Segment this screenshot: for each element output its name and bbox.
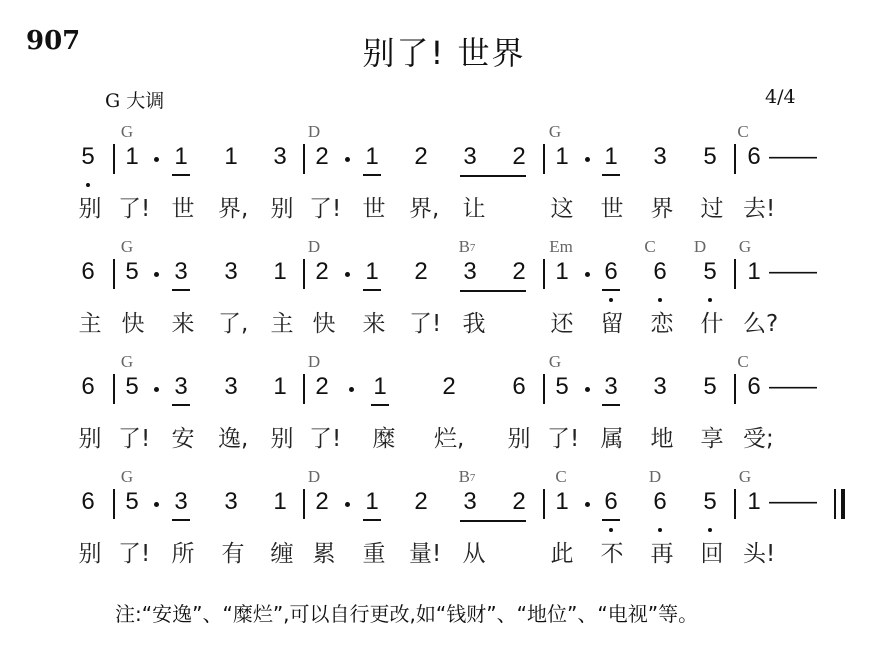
chord-symbol: D <box>648 467 662 486</box>
lyric-syllable: 还 <box>550 311 574 337</box>
note: 5 <box>555 373 569 400</box>
lyric-syllable: 回 <box>700 541 724 567</box>
lyric-syllable: 重 <box>362 541 386 567</box>
chord-symbol: G <box>120 237 134 256</box>
time-signature: 4/4 <box>765 86 796 108</box>
lyric-syllable: 别 <box>78 541 102 567</box>
augmentation-dot <box>585 272 590 277</box>
note: 1 <box>273 258 287 285</box>
barline <box>834 489 836 519</box>
lyric-syllable: 快 <box>312 311 336 337</box>
barline <box>734 144 736 174</box>
note: 2 <box>414 143 428 170</box>
note: 2 <box>315 488 329 515</box>
score-row-2 <box>0 237 888 347</box>
note: 5 <box>703 143 717 170</box>
note: 3 <box>224 488 238 515</box>
chord-symbol: G <box>738 467 752 486</box>
lyric-syllable: 主 <box>270 311 294 337</box>
note: 5 <box>703 373 717 400</box>
lyric-syllable: 了! <box>309 196 342 222</box>
beam-line <box>460 175 526 177</box>
chord-symbol: G <box>120 122 134 141</box>
barline <box>734 374 736 404</box>
note: 2 <box>512 143 526 170</box>
barline <box>113 489 115 519</box>
barline <box>113 144 115 174</box>
chord-symbol: C <box>737 122 749 141</box>
hymn-number: 907 <box>26 26 81 56</box>
chord-symbol: C <box>555 467 567 486</box>
note: 1 <box>224 143 238 170</box>
lyric-syllable: 界 <box>650 196 674 222</box>
lyric-syllable: 快 <box>121 311 145 337</box>
note: 3 <box>224 373 238 400</box>
note: 6 <box>81 258 95 285</box>
lyric-syllable: 了! <box>309 426 342 452</box>
augmentation-dot <box>585 387 590 392</box>
lyric-syllable: 糜 <box>372 426 396 452</box>
chord-symbol: D <box>307 352 321 371</box>
note: 3 <box>273 143 287 170</box>
lyric-syllable: 主 <box>78 311 102 337</box>
augmentation-dot <box>154 272 159 277</box>
note: 6 <box>648 487 672 517</box>
lyric-syllable: 受; <box>743 426 774 452</box>
barline <box>543 259 545 289</box>
note-dash: — <box>793 373 817 400</box>
lyric-syllable: 安 <box>171 426 195 452</box>
chord-symbol: D <box>307 467 321 486</box>
note: 6 <box>599 487 623 517</box>
note-dash: — <box>769 373 793 400</box>
barline <box>543 489 545 519</box>
lyric-syllable: 世 <box>362 196 386 222</box>
chord-symbol: G <box>120 467 134 486</box>
barline <box>543 144 545 174</box>
lyric-syllable: 了! <box>118 426 151 452</box>
barline <box>113 259 115 289</box>
note: 2 <box>315 143 329 170</box>
barline <box>543 374 545 404</box>
note: 6 <box>81 373 95 400</box>
note-dash: — <box>793 258 817 285</box>
note: 2 <box>442 373 456 400</box>
note: 1 <box>273 373 287 400</box>
note: 1 <box>555 258 569 285</box>
augmentation-dot <box>349 387 354 392</box>
note: 3 <box>169 257 193 287</box>
score-row-1 <box>0 122 888 232</box>
note: 5 <box>125 373 139 400</box>
score-row-4 <box>0 467 888 577</box>
lyric-syllable: 烂, <box>434 426 465 452</box>
lyric-syllable: 不 <box>600 541 624 567</box>
lyric-syllable: 界, <box>218 196 249 222</box>
barline <box>303 374 305 404</box>
lyric-syllable: 别 <box>270 426 294 452</box>
note: 5 <box>76 142 100 172</box>
lyric-syllable: 有 <box>221 541 245 567</box>
lyric-syllable: 什 <box>700 311 724 337</box>
chord-symbol: G <box>548 352 562 371</box>
note: 5 <box>125 488 139 515</box>
lyric-syllable: 了, <box>218 311 249 337</box>
lyric-syllable: 缠 <box>270 541 294 567</box>
lyric-syllable: 了! <box>409 311 442 337</box>
beam-line <box>460 520 526 522</box>
lyric-syllable: 所 <box>171 541 195 567</box>
lyric-syllable: 来 <box>362 311 386 337</box>
note-dash: — <box>769 488 793 515</box>
lyric-syllable: 别 <box>78 196 102 222</box>
lyric-syllable: 从 <box>462 541 486 567</box>
note: 1 <box>747 488 761 515</box>
key-signature: G 大调 <box>105 90 165 112</box>
note: 3 <box>463 258 477 285</box>
lyric-syllable: 恋 <box>650 311 674 337</box>
note: 1 <box>599 142 623 172</box>
lyric-syllable: 再 <box>650 541 674 567</box>
note: 2 <box>414 488 428 515</box>
lyric-syllable: 别 <box>78 426 102 452</box>
note: 3 <box>463 143 477 170</box>
note: 1 <box>360 487 384 517</box>
augmentation-dot <box>585 502 590 507</box>
note: 6 <box>747 143 761 170</box>
beam-line <box>460 290 526 292</box>
lyric-syllable: 了! <box>118 541 151 567</box>
chord-symbol: D <box>307 237 321 256</box>
lyric-syllable: 了! <box>547 426 580 452</box>
note: 1 <box>360 257 384 287</box>
note: 3 <box>653 373 667 400</box>
note: 2 <box>512 488 526 515</box>
chord-symbol: G <box>120 352 134 371</box>
augmentation-dot <box>345 272 350 277</box>
chord-symbol: D <box>693 237 707 256</box>
augmentation-dot <box>154 157 159 162</box>
chord-symbol: G <box>548 122 562 141</box>
note: 3 <box>169 487 193 517</box>
note-dash: — <box>769 258 793 285</box>
lyric-syllable: 去! <box>743 196 776 222</box>
chord-symbol: C <box>644 237 656 256</box>
lyric-syllable: 量! <box>409 541 442 567</box>
note: 3 <box>463 488 477 515</box>
chord-symbol: G <box>738 237 752 256</box>
lyric-syllable: 过 <box>700 196 724 222</box>
lyric-syllable: 此 <box>550 541 574 567</box>
lyric-syllable: 别 <box>507 426 531 452</box>
note: 2 <box>315 258 329 285</box>
lyric-syllable: 别 <box>270 196 294 222</box>
note: 5 <box>125 258 139 285</box>
chord-symbol: D <box>307 122 321 141</box>
lyric-syllable: 属 <box>600 426 624 452</box>
augmentation-dot <box>154 502 159 507</box>
note: 1 <box>273 488 287 515</box>
lyric-syllable: 了! <box>118 196 151 222</box>
lyric-syllable: 享 <box>700 426 724 452</box>
barline <box>303 489 305 519</box>
augmentation-dot <box>345 502 350 507</box>
note: 6 <box>512 373 526 400</box>
note: 1 <box>360 142 384 172</box>
note-dash: — <box>793 143 817 170</box>
note: 3 <box>653 143 667 170</box>
lyric-syllable: 世 <box>600 196 624 222</box>
chord-symbol: $B_7$ <box>458 467 476 486</box>
note-dash: — <box>769 143 793 170</box>
lyric-syllable: 逸, <box>218 426 249 452</box>
lyric-syllable: 累 <box>312 541 336 567</box>
barline <box>734 259 736 289</box>
note: 6 <box>81 488 95 515</box>
lyric-syllable: 地 <box>650 426 674 452</box>
note: 3 <box>224 258 238 285</box>
augmentation-dot <box>345 157 350 162</box>
note: 3 <box>169 372 193 402</box>
note: 1 <box>169 142 193 172</box>
note: 1 <box>125 143 139 170</box>
song-title: 别了! 世界 <box>362 34 526 72</box>
lyric-syllable: 这 <box>550 196 574 222</box>
chord-symbol: Em <box>549 237 573 256</box>
lyric-syllable: 界, <box>409 196 440 222</box>
note: 2 <box>512 258 526 285</box>
note: 2 <box>315 373 329 400</box>
note: 6 <box>599 257 623 287</box>
note: 1 <box>555 143 569 170</box>
lyric-syllable: 我 <box>462 311 486 337</box>
note: 6 <box>747 373 761 400</box>
note: 5 <box>698 257 722 287</box>
note: 5 <box>698 487 722 517</box>
note: 1 <box>368 372 392 402</box>
note: 1 <box>747 258 761 285</box>
score-row-3 <box>0 352 888 462</box>
note: 6 <box>648 257 672 287</box>
barline <box>303 144 305 174</box>
barline <box>734 489 736 519</box>
lyric-syllable: 头! <box>743 541 776 567</box>
augmentation-dot <box>585 157 590 162</box>
lyric-syllable: 留 <box>600 311 624 337</box>
note: 3 <box>599 372 623 402</box>
lyric-syllable: 让 <box>462 196 486 222</box>
chord-symbol: C <box>737 352 749 371</box>
augmentation-dot <box>154 387 159 392</box>
lyric-syllable: 么? <box>743 311 779 337</box>
barline <box>303 259 305 289</box>
note-dash: — <box>793 488 817 515</box>
barline <box>113 374 115 404</box>
lyric-syllable: 世 <box>171 196 195 222</box>
chord-symbol: $B_7$ <box>458 237 476 256</box>
footnote: 注:“安逸”、“糜烂”,可以自行更改,如“钱财”、“地位”、“电视”等。 <box>115 602 699 626</box>
lyric-syllable: 来 <box>171 311 195 337</box>
note: 2 <box>414 258 428 285</box>
final-barline <box>841 489 845 519</box>
note: 1 <box>555 488 569 515</box>
